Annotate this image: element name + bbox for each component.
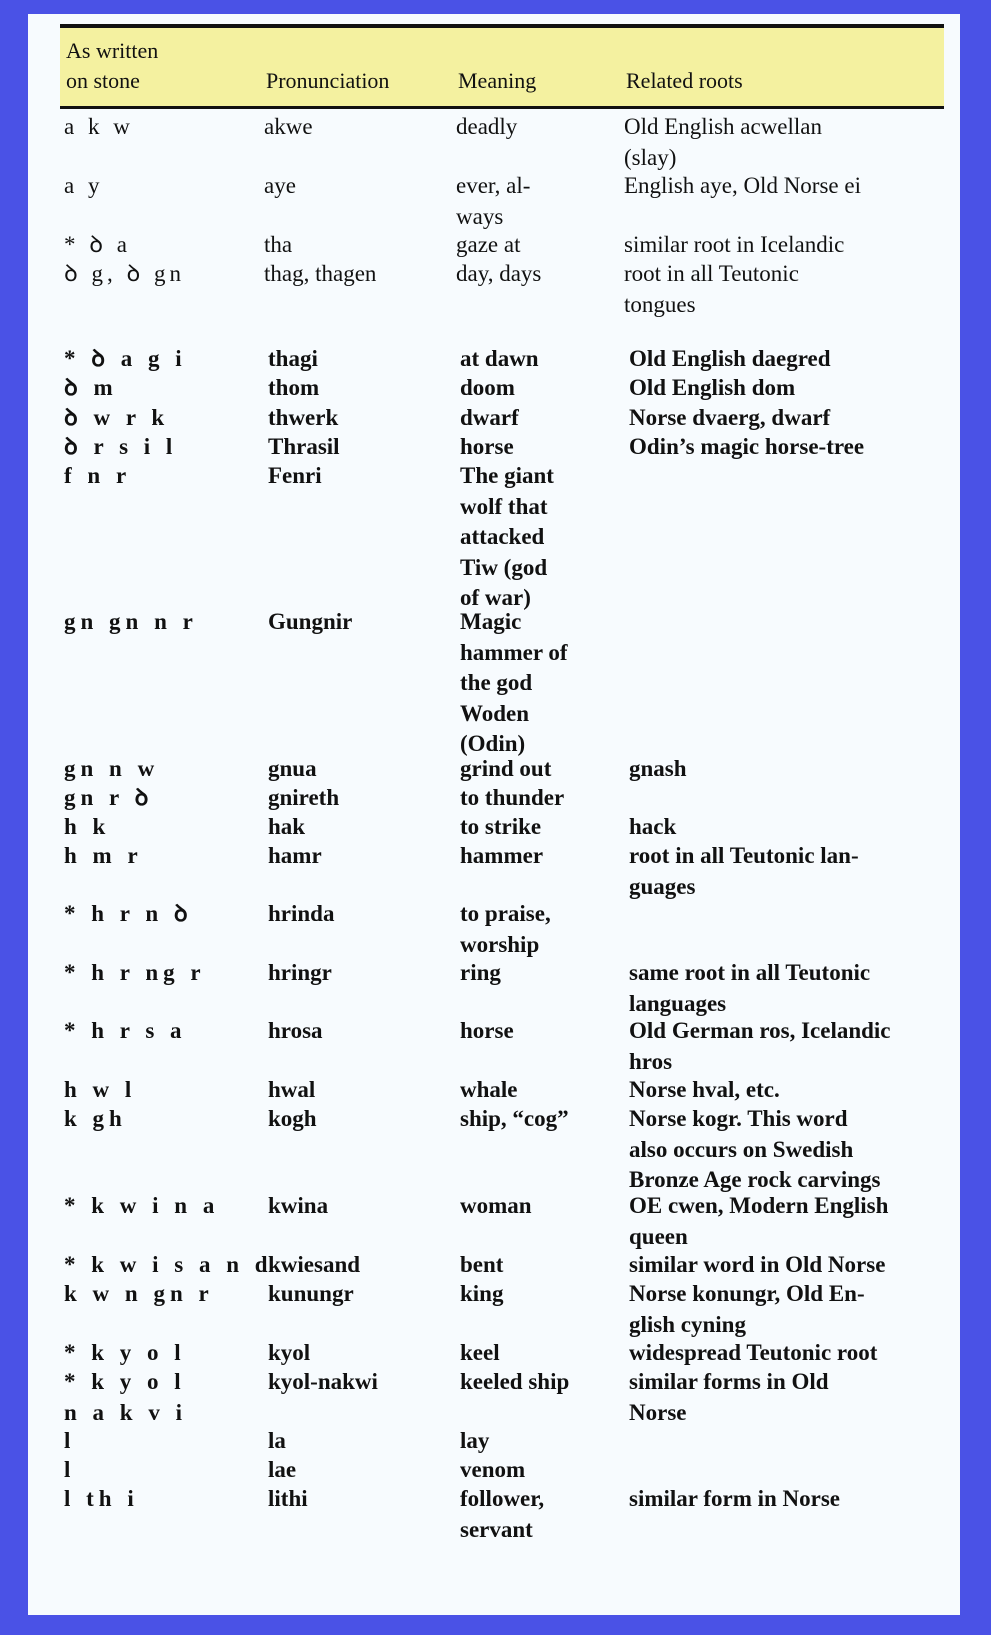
meaning-cell-line: gaze at: [456, 232, 521, 257]
meaning-cell: [460, 373, 515, 404]
meaning-cell: [460, 841, 543, 872]
meaning-cell-line: to praise,: [460, 901, 551, 926]
related-roots-cell-line: similar forms in Old: [629, 1369, 829, 1394]
stone-cell: f n r: [64, 463, 132, 488]
related-roots-cell-line: Norse hval, etc.: [629, 1077, 780, 1102]
pronunciation-cell: hamr: [268, 843, 322, 868]
related-roots-cell: [629, 1191, 888, 1252]
meaning-cell: [460, 1484, 544, 1545]
meaning-cell-line: Magic: [460, 609, 522, 634]
related-roots-cell-line: root in all Teutonic: [624, 261, 799, 286]
meaning-cell: [460, 812, 541, 843]
related-roots-cell-line: similar form in Norse: [629, 1486, 841, 1511]
meaning-cell-line: Woden: [460, 700, 530, 726]
meaning-cell: [460, 461, 554, 614]
stone-cell: * h r s a: [64, 1018, 187, 1043]
related-roots-cell: [629, 432, 864, 463]
meaning-cell-line: horse: [460, 434, 514, 459]
meaning-cell-line: horse: [460, 1018, 514, 1043]
related-roots-cell-line: glish cyning: [629, 1311, 746, 1337]
related-roots-cell: [629, 344, 831, 375]
meaning-cell: [460, 1104, 569, 1135]
stone-cell: * h r n ꝺ: [64, 901, 193, 926]
meaning-cell-line: of war): [460, 585, 531, 610]
related-roots-cell-line: English aye, Old Norse ei: [624, 173, 861, 198]
meaning-cell-line: (Odin): [460, 731, 526, 756]
pronunciation-cell: lithi: [268, 1486, 308, 1511]
meaning-cell: [460, 1367, 569, 1398]
related-roots-cell: [629, 1279, 865, 1340]
related-roots-cell: [629, 1104, 880, 1196]
meaning-cell-line: Tiw (god: [460, 554, 548, 580]
meaning-cell: [460, 1191, 532, 1222]
stone-cell: * k y o l n a k v i: [64, 1369, 187, 1425]
meaning-cell-line: ring: [460, 960, 501, 985]
stone-cell: * k w i s a n d: [64, 1252, 273, 1277]
table-frame: [28, 14, 960, 1615]
meaning-cell: [460, 432, 514, 463]
meaning-cell-line: hammer of: [460, 639, 568, 665]
related-roots-cell-line: tongues: [624, 291, 696, 317]
stone-cell: * ꝺ a: [64, 232, 131, 257]
stone-cell: gn n w: [64, 756, 160, 781]
meaning-cell-line: follower,: [460, 1486, 545, 1511]
related-roots-cell: [629, 1484, 840, 1515]
stone-cell: * ꝺ a g i: [64, 346, 187, 371]
meaning-cell: [460, 1250, 503, 1281]
meaning-cell-line: to thunder: [460, 785, 565, 810]
meaning-cell: [456, 112, 517, 143]
meaning-cell-line: venom: [460, 1457, 526, 1482]
pronunciation-cell: kwina: [268, 1193, 329, 1218]
meaning-cell: [460, 899, 551, 960]
meaning-cell-line: lay: [460, 1428, 490, 1453]
stone-cell: ꝺ m: [64, 375, 118, 400]
stone-cell: h w l: [64, 1077, 137, 1102]
meaning-cell: [460, 754, 551, 785]
meaning-cell: [460, 958, 501, 989]
related-roots-cell-line: root in all Teutonic lan-: [629, 843, 859, 868]
meaning-cell-line: the god: [460, 670, 533, 695]
meaning-cell: [456, 171, 530, 232]
meaning-cell-line: doom: [460, 375, 515, 400]
meaning-cell: [460, 1338, 500, 1369]
meaning-cell-line: servant: [460, 1516, 533, 1542]
related-roots-cell: [629, 754, 687, 785]
stone-cell: * h r ng r: [64, 960, 206, 985]
stone-cell: l: [64, 1457, 76, 1482]
header-rule: [60, 106, 944, 109]
stone-cell: ꝺ w r k: [64, 405, 170, 430]
pronunciation-cell: Thrasil: [268, 434, 340, 459]
pronunciation-cell: Gungnir: [268, 609, 353, 634]
related-roots-cell-line: guages: [629, 873, 696, 899]
related-roots-cell: [629, 1367, 829, 1428]
meaning-cell-line: keeled ship: [460, 1369, 570, 1394]
related-roots-cell-line: similar root in Icelandic: [624, 232, 845, 257]
stone-cell: ꝺ g, ꝺ gn: [64, 261, 186, 286]
stone-cell: gn gn n r: [64, 609, 198, 634]
pronunciation-cell: kyol-nakwi: [268, 1369, 378, 1394]
meaning-cell-line: woman: [460, 1193, 532, 1218]
meaning-cell-line: dwarf: [460, 405, 519, 430]
related-roots-cell: [629, 812, 676, 843]
header-pronunciation: Pronunciation: [266, 68, 390, 93]
pronunciation-cell: hak: [268, 814, 306, 839]
related-roots-cell-line: Norse konungr, Old En-: [629, 1281, 865, 1306]
related-roots-cell-line: Norse kogr. This word: [629, 1106, 848, 1131]
related-roots-cell-line: Old English dom: [629, 375, 796, 400]
related-roots-cell-line: widespread Teutonic root: [629, 1340, 878, 1365]
meaning-cell-line: at dawn: [460, 346, 539, 371]
header-as-written: As written on stone: [66, 38, 159, 93]
meaning-cell-line: grind out: [460, 756, 552, 781]
stone-cell: gn r ꝺ: [64, 785, 154, 810]
meaning-cell-line: keel: [460, 1340, 500, 1365]
related-roots-cell: [629, 841, 859, 902]
related-roots-cell-line: (slay): [624, 144, 677, 170]
header-related-roots: Related roots: [626, 68, 743, 93]
stone-cell: ꝺ r s i l: [64, 434, 178, 459]
pronunciation-cell: la: [268, 1428, 286, 1453]
related-roots-cell-line: queen: [629, 1223, 688, 1249]
pronunciation-cell: akwe: [264, 114, 313, 139]
pronunciation-cell: hrinda: [268, 901, 335, 926]
pronunciation-cell: gnireth: [268, 785, 340, 810]
meaning-cell-line: deadly: [456, 114, 518, 139]
meaning-cell: [460, 1455, 525, 1486]
meaning-cell: [456, 230, 520, 261]
related-roots-cell: [629, 1075, 780, 1106]
pronunciation-cell: thag, thagen: [264, 261, 377, 286]
related-roots-cell: [629, 373, 795, 404]
pronunciation-cell: Fenri: [268, 463, 322, 488]
stone-cell: k gh: [64, 1106, 127, 1131]
meaning-cell-line: day, days: [456, 261, 542, 286]
stone-cell: * k w i n a: [64, 1193, 220, 1218]
pronunciation-cell: tha: [264, 232, 293, 257]
meaning-cell: [460, 783, 564, 814]
meaning-cell: [460, 1279, 503, 1310]
pronunciation-cell: kunungr: [268, 1281, 354, 1306]
pronunciation-cell: kogh: [268, 1106, 317, 1131]
meaning-cell-line: attacked: [460, 524, 545, 549]
stone-cell: * k y o l: [64, 1340, 186, 1365]
pronunciation-cell: gnua: [268, 756, 317, 781]
pronunciation-cell: thom: [268, 375, 320, 400]
related-roots-cell-line: Old English acwellan: [624, 114, 823, 139]
meaning-cell: [460, 607, 568, 760]
related-roots-cell-line: Bronze Age rock carvings: [629, 1167, 881, 1192]
related-roots-cell: [629, 958, 870, 1019]
related-roots-cell-line: Norse: [629, 1399, 687, 1425]
stone-cell: h k: [64, 814, 111, 839]
related-roots-cell-line: languages: [629, 990, 727, 1016]
related-roots-cell-line: hack: [629, 814, 677, 839]
meaning-cell-line: king: [460, 1281, 504, 1306]
meaning-cell-line: ways: [456, 203, 504, 229]
related-roots-cell-line: Odin’s magic horse-tree: [629, 434, 865, 459]
meaning-cell: [460, 1016, 514, 1047]
meaning-cell-line: hammer: [460, 843, 544, 868]
related-roots-cell-line: Old English daegred: [629, 346, 831, 371]
stone-cell: k w n gn r: [64, 1281, 214, 1306]
related-roots-cell-line: same root in all Teutonic: [629, 960, 871, 985]
meaning-cell-line: to strike: [460, 814, 542, 839]
meaning-cell-line: ship, “cog”: [460, 1106, 569, 1131]
meaning-cell-line: ever, al-: [456, 173, 531, 198]
meaning-cell-line: bent: [460, 1252, 504, 1277]
meaning-cell-line: wolf that: [460, 493, 548, 519]
related-roots-cell-line: also occurs on Swedish: [629, 1136, 854, 1162]
related-roots-cell: [629, 403, 830, 434]
related-roots-cell: [624, 230, 844, 261]
meaning-cell: [460, 403, 519, 434]
pronunciation-cell: kwiesand: [268, 1252, 361, 1277]
stone-cell: l: [64, 1428, 76, 1453]
pronunciation-cell: hwal: [268, 1077, 316, 1102]
pronunciation-cell: thwerk: [268, 405, 339, 430]
related-roots-cell: [624, 259, 799, 320]
meaning-cell: [460, 344, 539, 375]
related-roots-cell-line: Old German ros, Icelandic: [629, 1018, 891, 1043]
related-roots-cell: [629, 1338, 877, 1369]
related-roots-cell: [624, 171, 861, 202]
related-roots-cell-line: similar word in Old Norse: [629, 1252, 886, 1277]
meaning-cell: [460, 1075, 518, 1106]
pronunciation-cell: hringr: [268, 960, 332, 985]
meaning-cell: [460, 1426, 489, 1457]
stone-cell: h m r: [64, 843, 143, 868]
meaning-cell-line: whale: [460, 1077, 518, 1102]
meaning-cell-line: The giant: [460, 463, 554, 488]
pronunciation-cell: aye: [264, 173, 296, 198]
related-roots-cell: [629, 1250, 885, 1281]
pronunciation-cell: kyol: [268, 1340, 311, 1365]
related-roots-cell: [624, 112, 822, 173]
pronunciation-cell: thagi: [268, 346, 318, 371]
related-roots-cell-line: Norse dvaerg, dwarf: [629, 405, 831, 430]
related-roots-cell-line: hros: [629, 1048, 673, 1074]
meaning-cell-line: worship: [460, 931, 540, 957]
pronunciation-cell: hrosa: [268, 1018, 323, 1043]
related-roots-cell-line: gnash: [629, 756, 687, 781]
stone-cell: a k w: [64, 114, 134, 139]
pronunciation-cell: lae: [268, 1457, 297, 1482]
related-roots-cell: [629, 1016, 891, 1077]
meaning-cell: [456, 259, 541, 290]
table-header: [60, 28, 944, 106]
header-meaning: Meaning: [458, 68, 537, 93]
stone-cell: a y: [64, 173, 104, 198]
related-roots-cell-line: OE cwen, Modern English: [629, 1193, 889, 1218]
stone-cell: l th i: [64, 1486, 139, 1511]
